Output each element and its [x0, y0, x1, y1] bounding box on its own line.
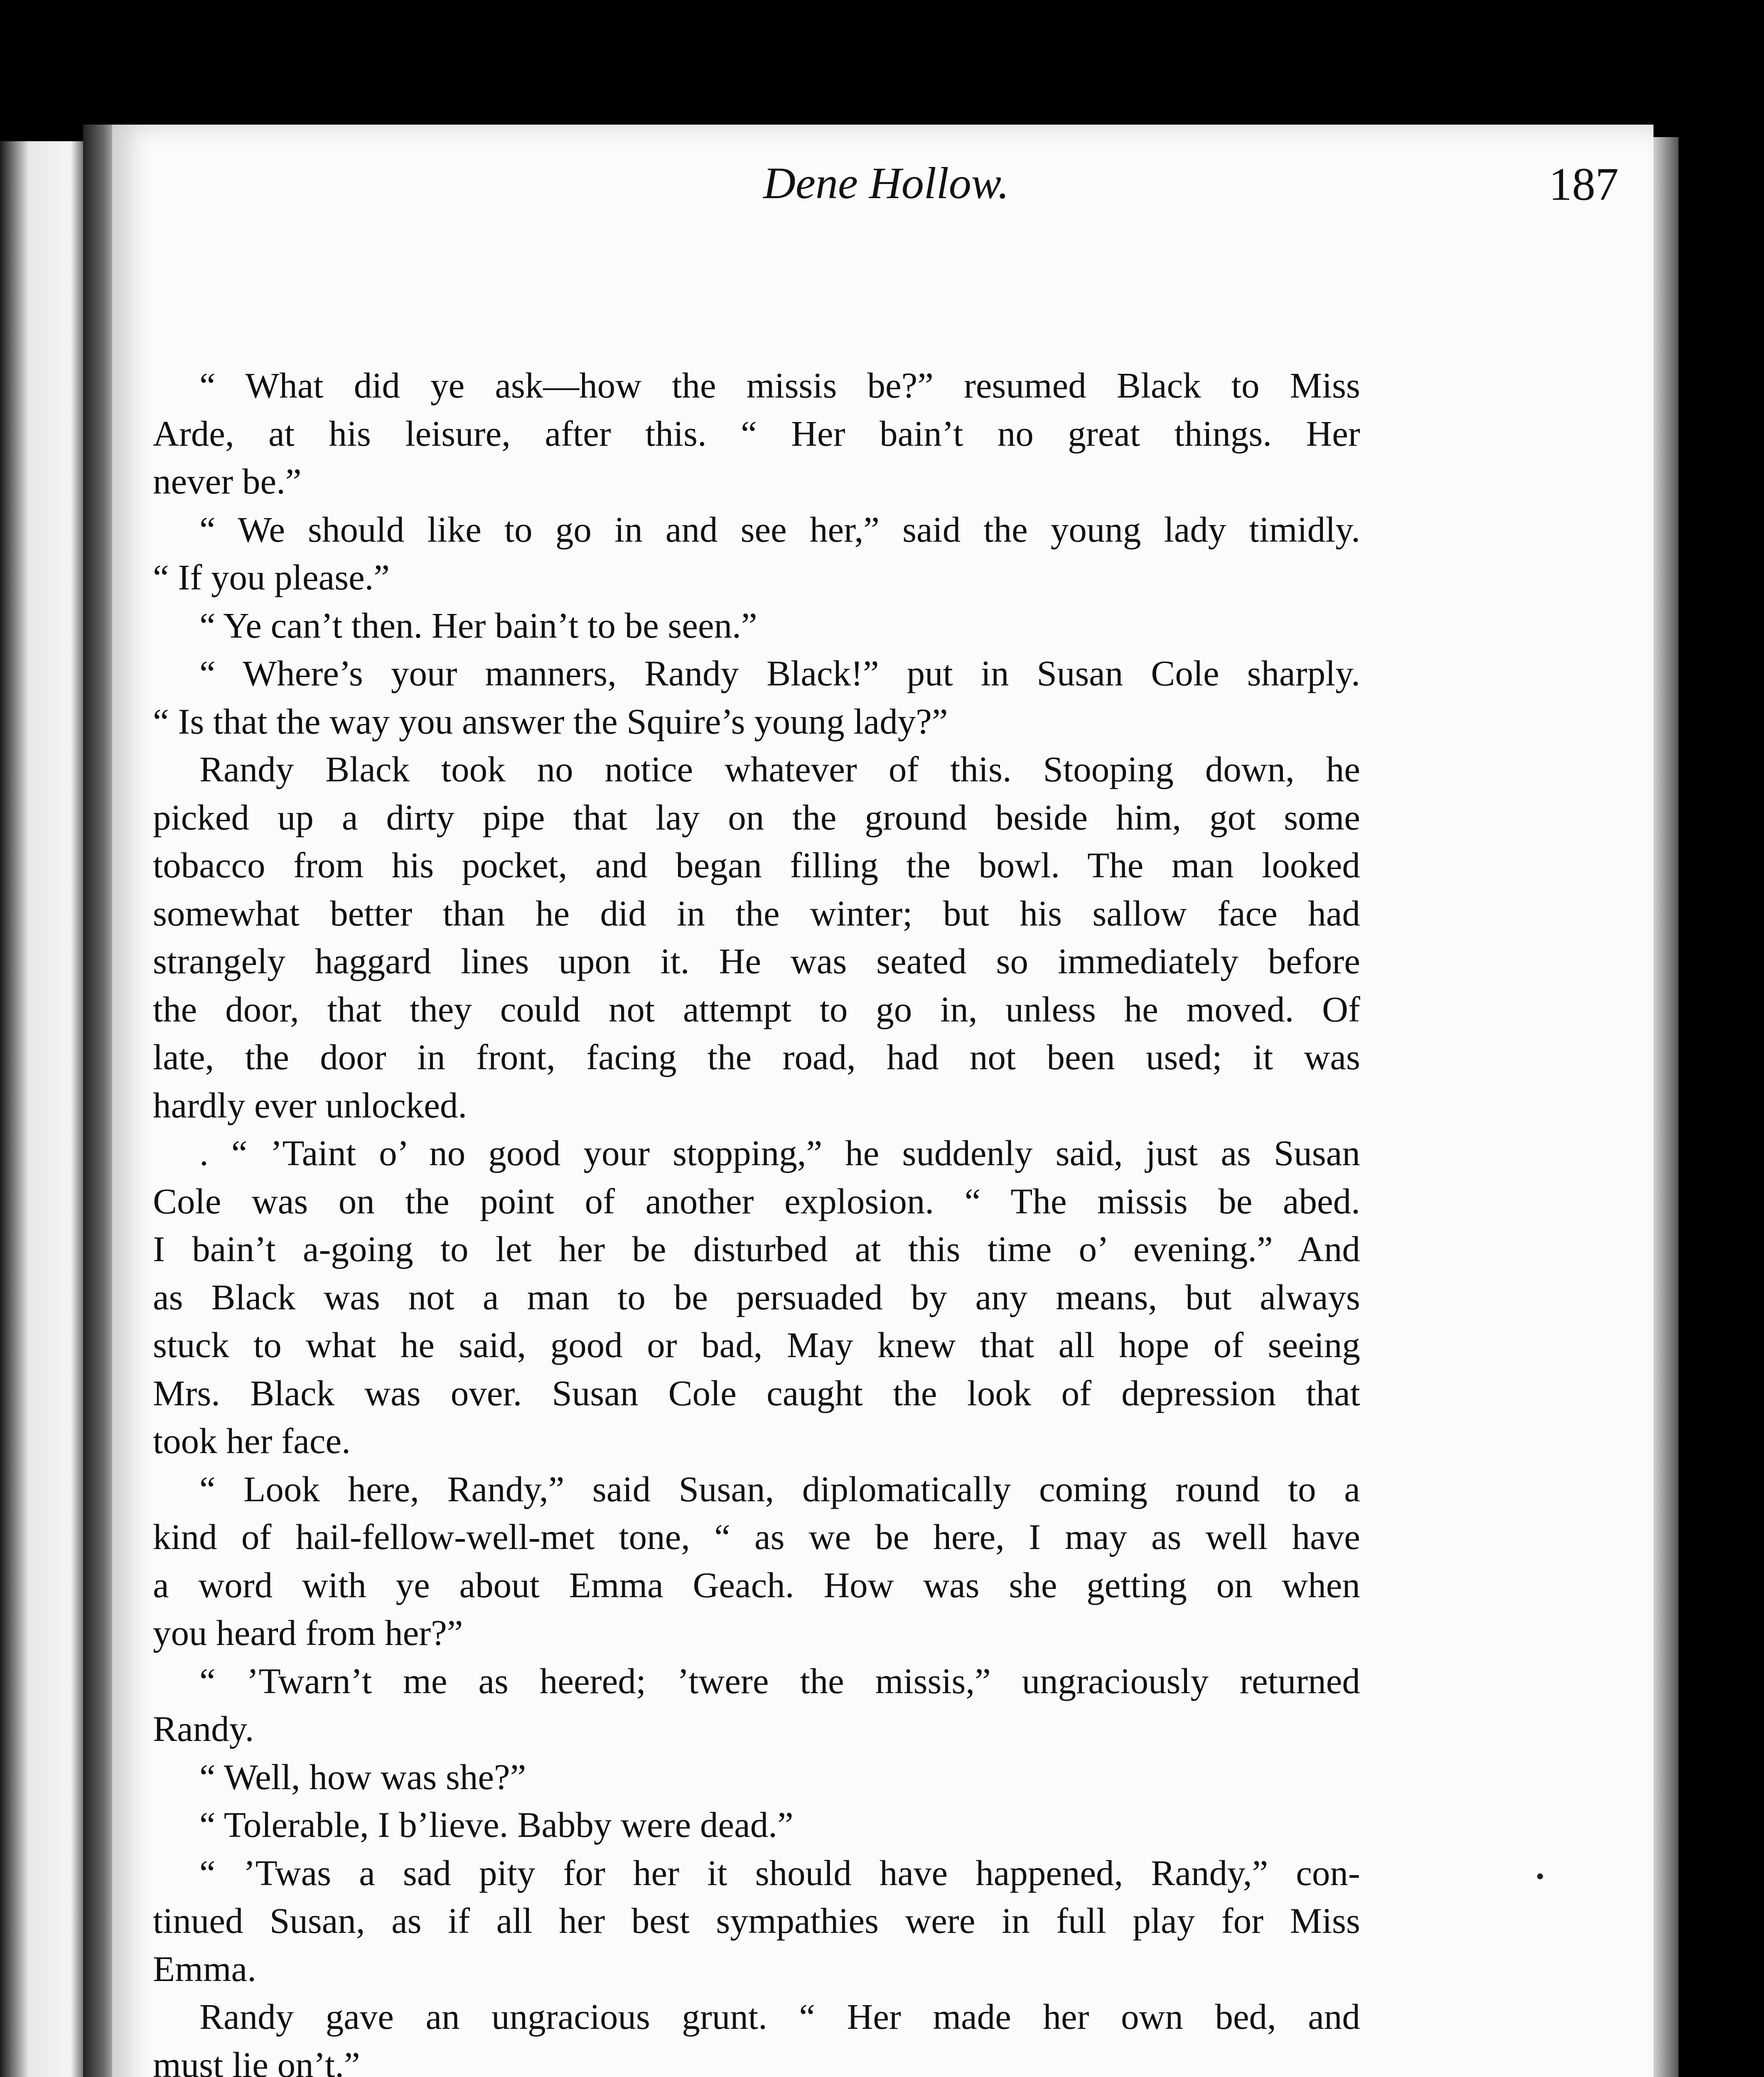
text-line: Randy.: [153, 1709, 254, 1749]
text-line: “ If you please.”: [153, 557, 390, 597]
text-line: tobacco from his pocket, and began filling the bowl. The man looked: [153, 845, 1360, 885]
text-line: “ ’Twas a sad pity for her it should have happened, Randy,” con-: [199, 1852, 1360, 1893]
book-gutter: [83, 125, 116, 2077]
text-line: “ Ye can’t then. Her bain’t to be seen.”: [199, 605, 757, 646]
body-text: [153, 361, 1360, 2077]
text-line: Arde, at his leisure, after this. “ Her bain’t no great things. Her: [153, 413, 1360, 454]
text-line: somewhat better than he did in the winter; but his sallow face had: [153, 893, 1360, 933]
text-line: “ Is that the way you answer the Squire’s young lady?”: [153, 701, 948, 741]
text-line: “ Where’s your manners, Randy Black!” put in Susan Cole sharply.: [199, 653, 1360, 693]
text-line: “ ’Twarn’t me as heered; ’twere the missis,” ungraciously returned: [199, 1660, 1360, 1701]
text-line: Cole was on the point of another explosion. “ The missis be abed.: [153, 1181, 1360, 1221]
text-line: I bain’t a-going to let her be disturbed at this time o’ evening.” And: [153, 1229, 1360, 1269]
text-line: took her face.: [153, 1421, 351, 1461]
text-line: picked up a dirty pipe that lay on the ground beside him, got some: [153, 797, 1360, 837]
text-line: Mrs. Black was over. Susan Cole caught the look of depression that: [153, 1372, 1360, 1413]
page-number: 187: [1549, 159, 1619, 210]
text-line: “ Look here, Randy,” said Susan, diplomatically coming round to a: [199, 1468, 1360, 1509]
text-line: the door, that they could not attempt to go in, unless he moved. Of: [153, 989, 1360, 1029]
text-line: “ What did ye ask—how the missis be?” resumed Black to Miss: [199, 365, 1360, 405]
text-line: as Black was not a man to be persuaded by any means, but always: [153, 1277, 1360, 1317]
text-line: strangely haggard lines upon it. He was seated so immediately before: [153, 941, 1360, 981]
text-line: “ We should like to go in and see her,” said the young lady timidly.: [199, 509, 1360, 550]
text-line: late, the door in front, facing the road, had not been used; it was: [153, 1037, 1360, 1077]
left-page-edge: [0, 141, 83, 2077]
stray-ink-mark: [1537, 1873, 1543, 1879]
text-line: “ Tolerable, I b’lieve. Babby were dead.”: [199, 1804, 794, 1845]
running-head: [154, 158, 1619, 220]
page-right-edge: [1653, 137, 1678, 2077]
text-line: “ Well, how was she?”: [199, 1756, 526, 1797]
text-line: never be.”: [153, 461, 302, 501]
text-line: hardly ever unlocked.: [153, 1085, 467, 1125]
running-head-title: Dene Hollow.: [763, 159, 1009, 208]
text-line: tinued Susan, as if all her best sympathies were in full play for Miss: [153, 1900, 1360, 1941]
text-line: must lie on’t.”: [153, 2044, 360, 2077]
text-line: stuck to what he said, good or bad, May knew that all hope of seeing: [153, 1325, 1360, 1365]
text-line: Randy Black took no notice whatever of this. Stooping down, he: [199, 749, 1360, 789]
text-line: a word with ye about Emma Geach. How was she getting on when: [153, 1564, 1360, 1605]
text-line: kind of hail-fellow-well-met tone, “ as we be here, I may as well have: [153, 1517, 1360, 1557]
text-line: you heard from her?”: [153, 1613, 463, 1653]
text-line: Emma.: [153, 1948, 256, 1989]
text-line: Randy gave an ungracious grunt. “ Her made her own bed, and: [199, 1996, 1360, 2037]
text-line: . “ ’Taint o’ no good your stopping,” he suddenly said, just as Susan: [199, 1133, 1360, 1173]
